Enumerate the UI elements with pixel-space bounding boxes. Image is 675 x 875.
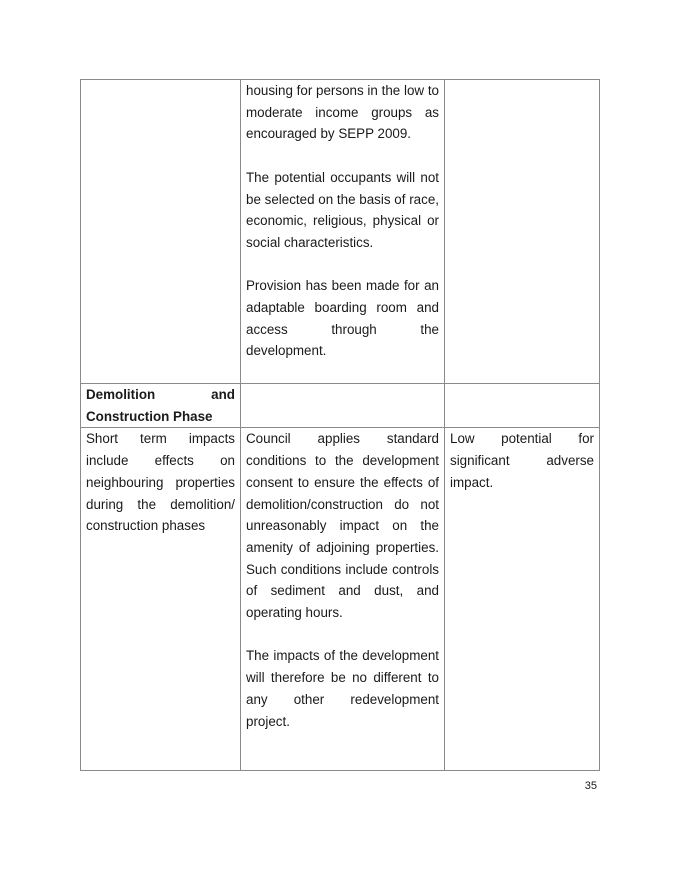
cell-paragraph: Council applies standard conditions to the development consent to ensure the effects of demolition/construction do not unreasonably impact on the amenity of adjoining properties. Such conditions include controls of sediment and dust, and operating hours. xyxy=(246,431,439,621)
table-cell xyxy=(445,384,600,428)
table-row xyxy=(81,384,600,428)
table-cell xyxy=(241,428,445,771)
cell-paragraph: The potential occupants will not be selected on the basis of race, economic, religious, physical or social characteristics. xyxy=(246,169,439,250)
table-row xyxy=(81,80,600,384)
table-cell: Short term impacts include effects on neighbouring properties during the demolition/ construction phases xyxy=(81,428,241,771)
table-cell xyxy=(241,80,445,384)
cell-paragraph: The impacts of the development will therefore be no different to any other redevelopment project. xyxy=(246,648,439,729)
section-heading: Demolition and Construction Phase xyxy=(81,384,241,428)
cell-paragraph: housing for persons in the low to moderate income groups as encouraged by SEPP 2009. xyxy=(246,83,439,142)
table-cell xyxy=(241,384,445,428)
page-number: 35 xyxy=(584,780,597,792)
assessment-table xyxy=(80,79,600,771)
cell-paragraph: Provision has been made for an adaptable boarding room and access through the development. xyxy=(246,278,439,359)
table-cell xyxy=(81,80,241,384)
table-cell xyxy=(445,80,600,384)
table-row xyxy=(81,428,600,771)
table-cell: Low potential for significant adverse impact. xyxy=(445,428,600,771)
